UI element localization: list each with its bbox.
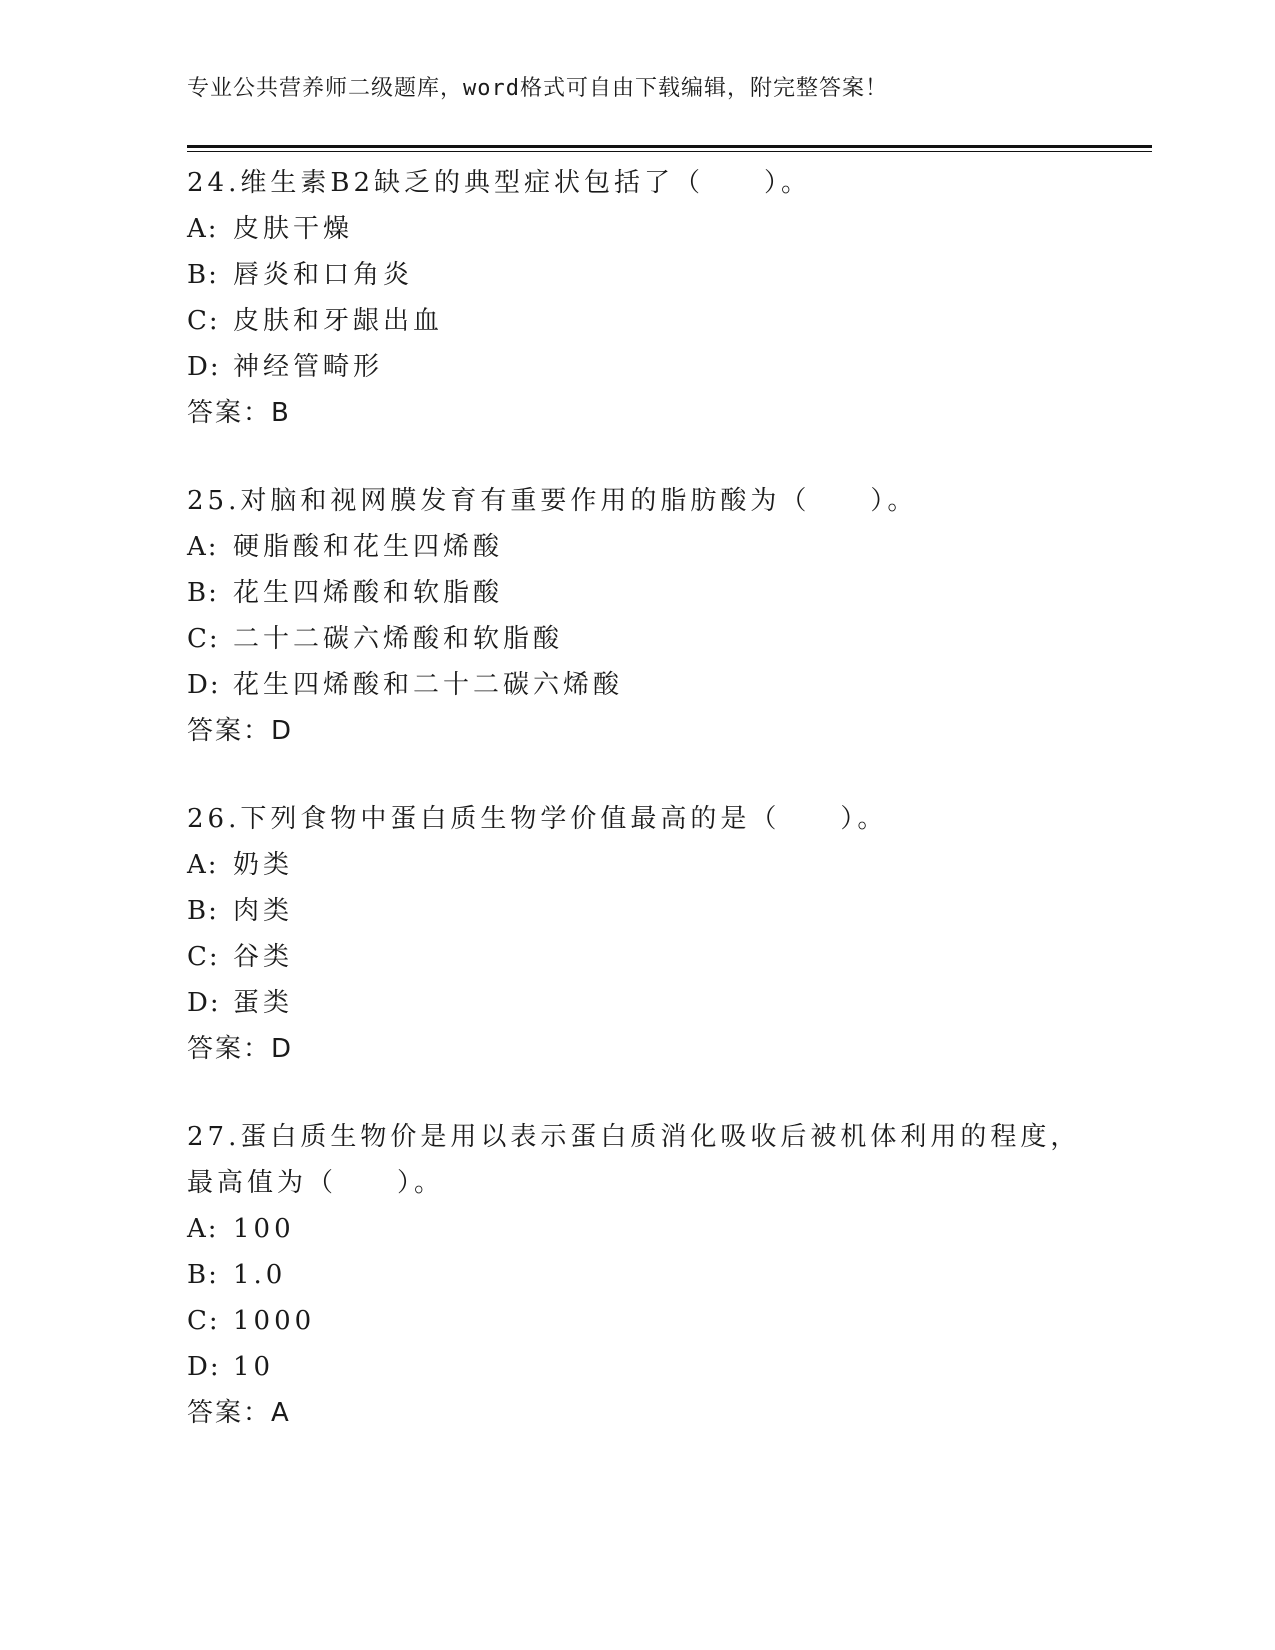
option-letter: D: <box>187 352 221 382</box>
option-a <box>187 206 1087 252</box>
option-text: 硬脂酸和花生四烯酸 <box>233 532 504 562</box>
option-letter: A: <box>187 532 219 562</box>
option-letter: A: <box>187 850 219 880</box>
option-c <box>187 934 1087 980</box>
option-c <box>187 298 1087 344</box>
option-a <box>187 842 1087 888</box>
option-letter: B: <box>187 1260 219 1290</box>
question-25 <box>187 478 1087 754</box>
option-text: 100 <box>233 1214 295 1244</box>
option-text: 皮肤干燥 <box>233 214 354 244</box>
option-d <box>187 344 1087 390</box>
option-c <box>187 1298 1087 1344</box>
option-d <box>187 980 1087 1026</box>
question-stem: 24.维生素B2缺乏的典型症状包括了（ ）。 <box>187 168 811 198</box>
option-a <box>187 524 1087 570</box>
option-letter: B: <box>187 260 219 290</box>
answer-line: 答案：D <box>187 1034 294 1064</box>
option-text: 花生四烯酸和二十二碳六烯酸 <box>233 670 624 700</box>
option-text: 唇炎和口角炎 <box>233 260 414 290</box>
option-text: 二十二碳六烯酸和软脂酸 <box>233 624 564 654</box>
question-24 <box>187 160 1087 436</box>
option-letter: D: <box>187 988 221 1018</box>
option-letter: A: <box>187 214 219 244</box>
header-rule-thick <box>187 145 1152 148</box>
option-text: 奶类 <box>233 850 294 880</box>
option-letter: C: <box>187 624 220 654</box>
option-c <box>187 616 1087 662</box>
option-text: 1000 <box>233 1306 316 1336</box>
option-letter: D: <box>187 1352 221 1382</box>
question-stem: 26.下列食物中蛋白质生物学价值最高的是（ ）。 <box>187 804 888 834</box>
header-rule-thin <box>187 151 1152 152</box>
option-text: 谷类 <box>233 942 294 972</box>
option-b <box>187 1252 1087 1298</box>
option-text: 10 <box>233 1352 275 1382</box>
question-stem: 27.蛋白质生物价是用以表示蛋白质消化吸收后被机体利用的程度，最高值为（ ）。 <box>187 1122 1081 1198</box>
option-d <box>187 1344 1087 1390</box>
option-text: 1.0 <box>233 1260 287 1290</box>
option-letter: A: <box>187 1214 219 1244</box>
option-letter: C: <box>187 942 220 972</box>
question-stem: 25.对脑和视网膜发育有重要作用的脂肪酸为（ ）。 <box>187 486 918 516</box>
option-letter: B: <box>187 896 219 926</box>
option-b <box>187 888 1087 934</box>
question-list <box>187 160 1087 1478</box>
option-letter: B: <box>187 578 219 608</box>
option-text: 蛋类 <box>233 988 294 1018</box>
option-text: 花生四烯酸和软脂酸 <box>233 578 504 608</box>
option-letter: D: <box>187 670 221 700</box>
answer-line: 答案：D <box>187 716 294 746</box>
option-text: 肉类 <box>233 896 294 926</box>
document-header: 专业公共营养师二级题库，word格式可自由下载编辑，附完整答案！ <box>187 76 888 101</box>
option-d <box>187 662 1087 708</box>
option-b <box>187 252 1087 298</box>
option-letter: C: <box>187 306 220 336</box>
question-27 <box>187 1114 1087 1436</box>
option-letter: C: <box>187 1306 220 1336</box>
option-text: 皮肤和牙龈出血 <box>233 306 444 336</box>
question-26 <box>187 796 1087 1072</box>
option-text: 神经管畸形 <box>233 352 384 382</box>
answer-line: 答案：A <box>187 1398 291 1428</box>
option-a <box>187 1206 1087 1252</box>
option-b <box>187 570 1087 616</box>
answer-line: 答案：B <box>187 398 291 428</box>
